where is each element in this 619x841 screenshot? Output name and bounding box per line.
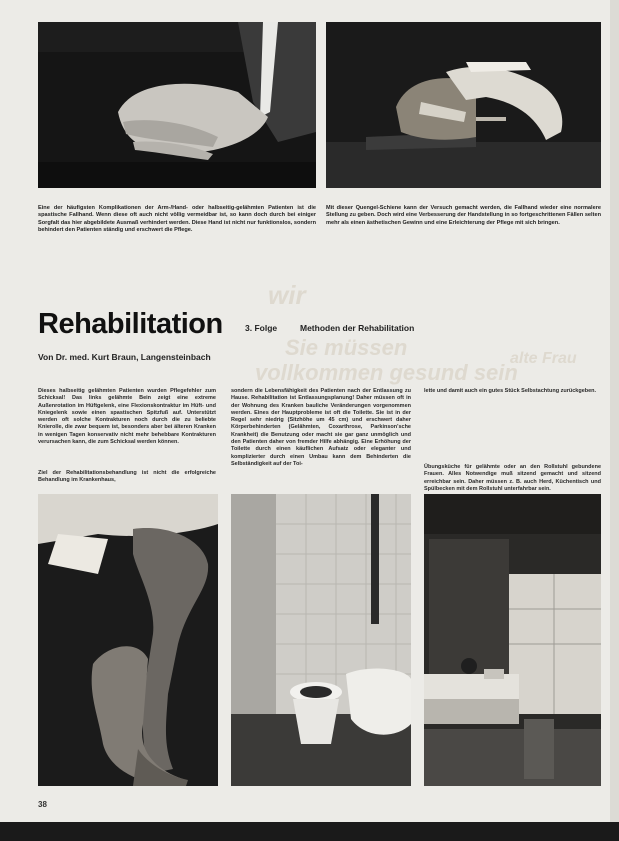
photo-spastic-hand: [38, 22, 316, 188]
photo-contracted-leg: [38, 494, 218, 786]
scan-bottom-border: [0, 822, 619, 841]
ghost-line-3: vollkommen gesund sein: [255, 360, 518, 385]
ghost-line-4: alte Frau: [510, 350, 577, 367]
page-edge-shadow: [610, 0, 619, 841]
page-title: Rehabilitation: [38, 308, 223, 340]
photo-raised-toilet: [231, 494, 411, 786]
caption-left: Eine der häufigsten Komplikationen der Arm-/Hand- oder halbseitig-gelähmten Patienten ist die spastische Fallhand. Wenn diese oft auch nicht völlig vermeidbar ist, so kann doch durch bei einiger Sorgfalt das hier abgebildete Ausmaß verhindert werden. Diese Hand ist nicht nur funktionslos, sondern behindert den Patienten ständig und erschwert die Pflege.: [38, 205, 316, 233]
ghost-line-2: Sie müssen: [285, 335, 408, 360]
column-1-paragraph-1: Dieses halbseitig gelähmten Patienten wurden Pflegefehler zum Schicksal! Das links gelähmte Bein zeigt eine extreme Außenrotation im Hüftgelenk, eine Flexionskontraktur im Hüft- und Kniegelenk sowie einen spastischen Spitzfuß auf. Unterstützt werden oft solche Kontrakturen noch durch die zu beliebte Knierolle, die zwar bequem ist, besonders aber bei älteren Kranken in wenigen Tagen konservativ nicht mehr behebbare Kontrakturen verursachen kann, die zum Schicksal werden können.: [38, 388, 216, 446]
series-label: 3. Folge: [245, 323, 278, 333]
column-3-paragraph-2: Übungsküche für gelähmte oder an den Rollstuhl gebundene Frauen. Alles Notwendige muß sitzend gemacht und sitzend erreichbar sein. Daher müssen z. B. auch Herd, Küchentisch und Spülbecken mit dem Rollstuhl unterfahrbar sein.: [424, 464, 601, 492]
column-1-paragraph-2: Ziel der Rehabilitationsbehandlung ist nicht die erfolgreiche Behandlung im Krankenhaus,: [38, 470, 216, 484]
ghost-line-1: wir: [268, 280, 306, 310]
author-byline: Von Dr. med. Kurt Braun, Langensteinbach: [38, 352, 211, 362]
article-subtitle: Methoden der Rehabilitation: [300, 323, 415, 333]
photo-training-kitchen: [424, 494, 601, 786]
column-2: sondern die Lebensfähigkeit des Patienten nach der Entlassung zu Hause. Rehabilitation ist Entlassungsplanung! Daher müssen oft in der Wohnung des Kranken bauliche Veränderungen vorgenommen werden. Eines der Hauptprobleme ist oft die Toilette. Sie ist in der Regel sehr niedrig (Sitzhöhe um 45 cm) und erschwert daher Körperbehinderten (Gelähmten, Coxarthrose, Parkinson'sche Krankheit) die Benutzung oder macht sie gar ganz unmöglich und den Patienten daher von fremder Hilfe abhängig. Eine Erhöhung der Toilette durch einen käuflichen Aufsatz oder eleganter und komplizierter durch einen Umbau kann dem Behinderten die Selbständigkeit auf der Toi-: [231, 388, 411, 467]
caption-right: Mit dieser Quengel-Schiene kann der Versuch gemacht werden, die Fallhand wieder eine normalere Stellung zu geben. Doch wird eine Verbesserung der Handstellung in so fortgeschrittenen Fällen selten mehr als einen ästhetischen Gewinn und eine Erleichterung der Pflege mit sich bringen.: [326, 205, 601, 226]
photo-splint: [326, 22, 601, 188]
page-number: 38: [38, 800, 47, 809]
column-3-paragraph-1: lette und damit auch ein gutes Stück Selbstachtung zurückgeben.: [424, 388, 597, 394]
